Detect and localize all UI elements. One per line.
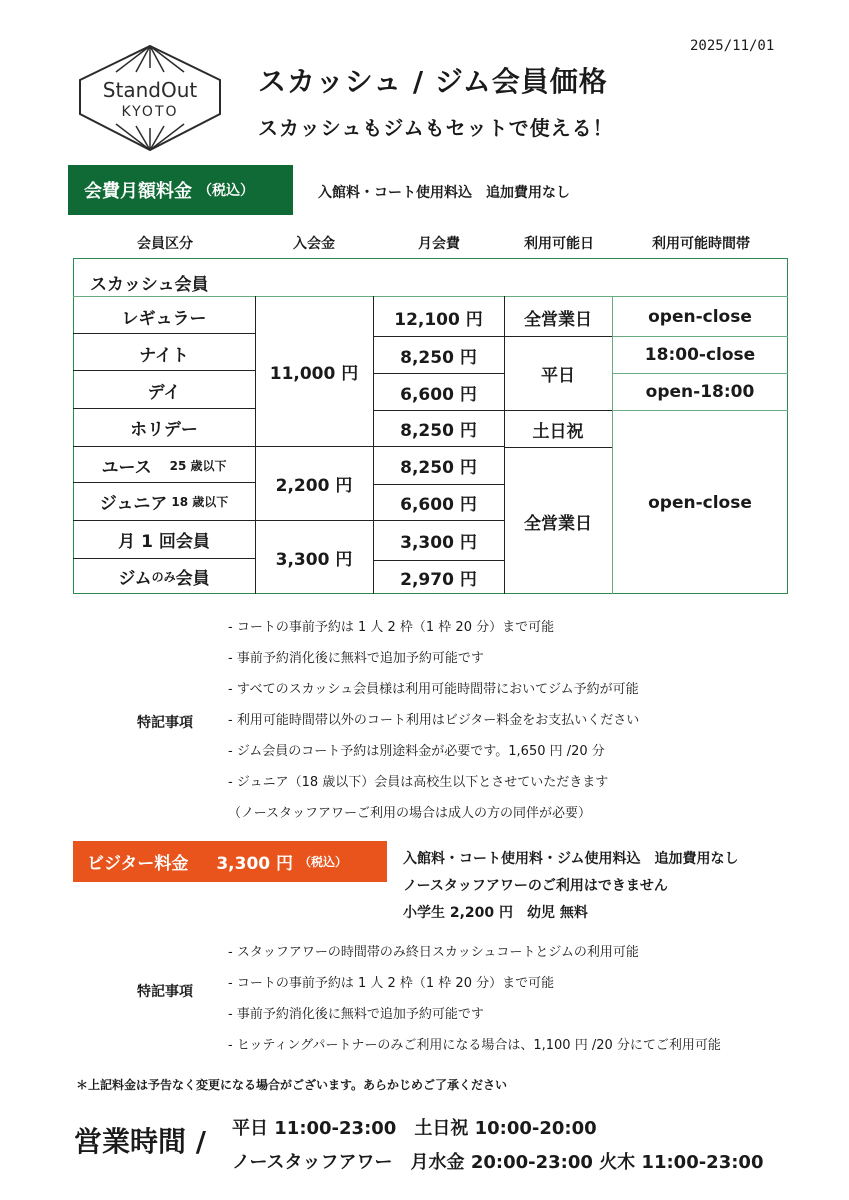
visitor-note-item: - 事前予約消化後に無料で追加予約可能です [228,1007,484,1022]
join-fee-monthly-gym: 3,300 円 [275,550,353,570]
monthly-fee-night: 8,250 円 [400,347,477,368]
monthly-fee-gym-only: 2,970 円 [400,570,477,590]
days-regular: 全営業日 [524,309,592,330]
business-hours-no-staff: ノースタッフアワー 月水金 20:00-23:00 火木 11:00-23:00 [232,1152,764,1173]
days-all-business-days: 全営業日 [524,513,592,534]
monthly-fee-regular: 12,100 円 [394,309,483,330]
hours-day: open-18:00 [645,382,755,402]
member-note-item: - ジュニア（18 歳以下）会員は高校生以下とさせていただきます [228,775,609,790]
member-note-item: - すべてのスカッシュ会員様は利用可能時間帯においてジム予約が可能 [228,682,639,697]
table-divider [73,296,788,297]
member-type-regular: レギュラー [121,308,207,329]
member-note-item: - ジム会員のコート予約は別途料金が必要です。1,650 円 /20 分 [228,744,605,759]
member-notes-label: 特記事項 [137,715,193,731]
visitor-note-item: - ヒッティングパートナーのみご利用になる場合は、1,100 円 /20 分にてご利用可能 [228,1038,721,1053]
column-header-monthly-fee: 月会費 [418,236,460,252]
member-type-junior-age: 18 歳以下 [171,495,229,509]
logo-text-top: StandOut [102,78,198,102]
logo-text-bottom: KYOTO [121,104,179,120]
monthly-fee-once-monthly: 3,300 円 [400,533,477,553]
visitor-info-line: ノースタッフアワーのご利用はできません [403,878,668,894]
membership-banner-tax: （税込） [198,183,254,199]
member-note-item: （ノースタッフアワーご利用の場合は成人の方の同伴が必要） [228,806,591,821]
monthly-fee-junior: 6,600 円 [400,495,477,515]
monthly-fee-youth: 8,250 円 [400,458,477,478]
membership-fee-note: 入館料・コート使用料込 追加費用なし [318,185,570,201]
join-fee-youth-junior: 2,200 円 [275,476,353,496]
visitor-info-line: 入館料・コート使用料・ジム使用料込 追加費用なし [403,851,739,867]
member-type-youth-label: ユース [101,457,152,478]
days-weekend-holiday: 土日祝 [532,421,584,442]
member-type-night: ナイト [139,345,189,366]
business-hours-label: 営業時間 / [74,1125,206,1158]
hours-regular: open-close [648,307,752,327]
monthly-fee-holiday: 8,250 円 [400,421,477,441]
visitor-price: 3,300 円 [216,854,294,874]
member-type-gym-only-end: 会員 [175,569,210,589]
visitor-note-item: - コートの事前予約は 1 人 2 枠（1 枠 20 分）まで可能 [228,976,555,991]
member-note-item: - 事前予約消化後に無料で追加予約可能です [228,651,484,666]
hours-others: open-close [648,492,752,513]
member-type-gym-only-small: のみ [151,570,176,584]
document-date: 2025/11/01 [690,38,775,54]
member-type-gym-only [73,559,255,594]
member-note-item: - コートの事前予約は 1 人 2 枠（1 枠 20 分）まで可能 [228,620,555,635]
column-header-member-type: 会員区分 [137,236,193,252]
member-type-junior-label: ジュニア [99,494,168,514]
column-header-join-fee: 入会金 [293,236,335,252]
price-disclaimer: ＊上記料金は予告なく変更になる場合がございます。あらかじめご了承ください [76,1078,508,1092]
member-type-gym-only-main: ジム [118,569,152,589]
visitor-tax: （税込） [299,855,348,869]
join-fee-squash: 11,000 円 [269,364,359,384]
standout-kyoto-logo [76,42,224,154]
visitor-fee-banner [73,841,387,882]
squash-member-group-label: スカッシュ会員 [90,275,209,295]
visitor-banner-label: ビジター料金 [87,854,189,874]
column-header-available-days: 利用可能日 [524,236,594,252]
member-type-junior [73,483,255,520]
visitor-info-line: 小学生 2,200 円 幼児 無料 [403,905,588,921]
member-type-once-monthly: 月 1 回会員 [118,532,210,552]
days-weekday: 平日 [541,366,575,386]
member-note-item: - 利用可能時間帯以外のコート利用はビジター料金をお支払いください [228,713,640,728]
hours-night: 18:00-close [644,345,756,365]
member-type-youth-age: 25 歳以下 [169,458,227,473]
column-header-available-hours: 利用可能時間帯 [652,236,750,252]
membership-fee-banner [68,165,293,215]
page-title: スカッシュ / ジム会員価格 [258,65,608,98]
member-type-youth [73,447,255,483]
business-hours-regular: 平日 11:00-23:00 土日祝 10:00-20:00 [232,1118,597,1139]
member-type-day: デイ [147,382,181,403]
member-type-holiday: ホリデー [130,420,198,440]
visitor-notes-label: 特記事項 [137,984,193,1000]
monthly-fee-day: 6,600 円 [400,384,477,405]
page-subtitle: スカッシュもジムもセットで使える！ [258,116,614,140]
membership-banner-label: 会費月額料金 [84,181,192,202]
visitor-note-item: - スタッフアワーの時間帯のみ終日スカッシュコートとジムの利用可能 [228,945,639,960]
